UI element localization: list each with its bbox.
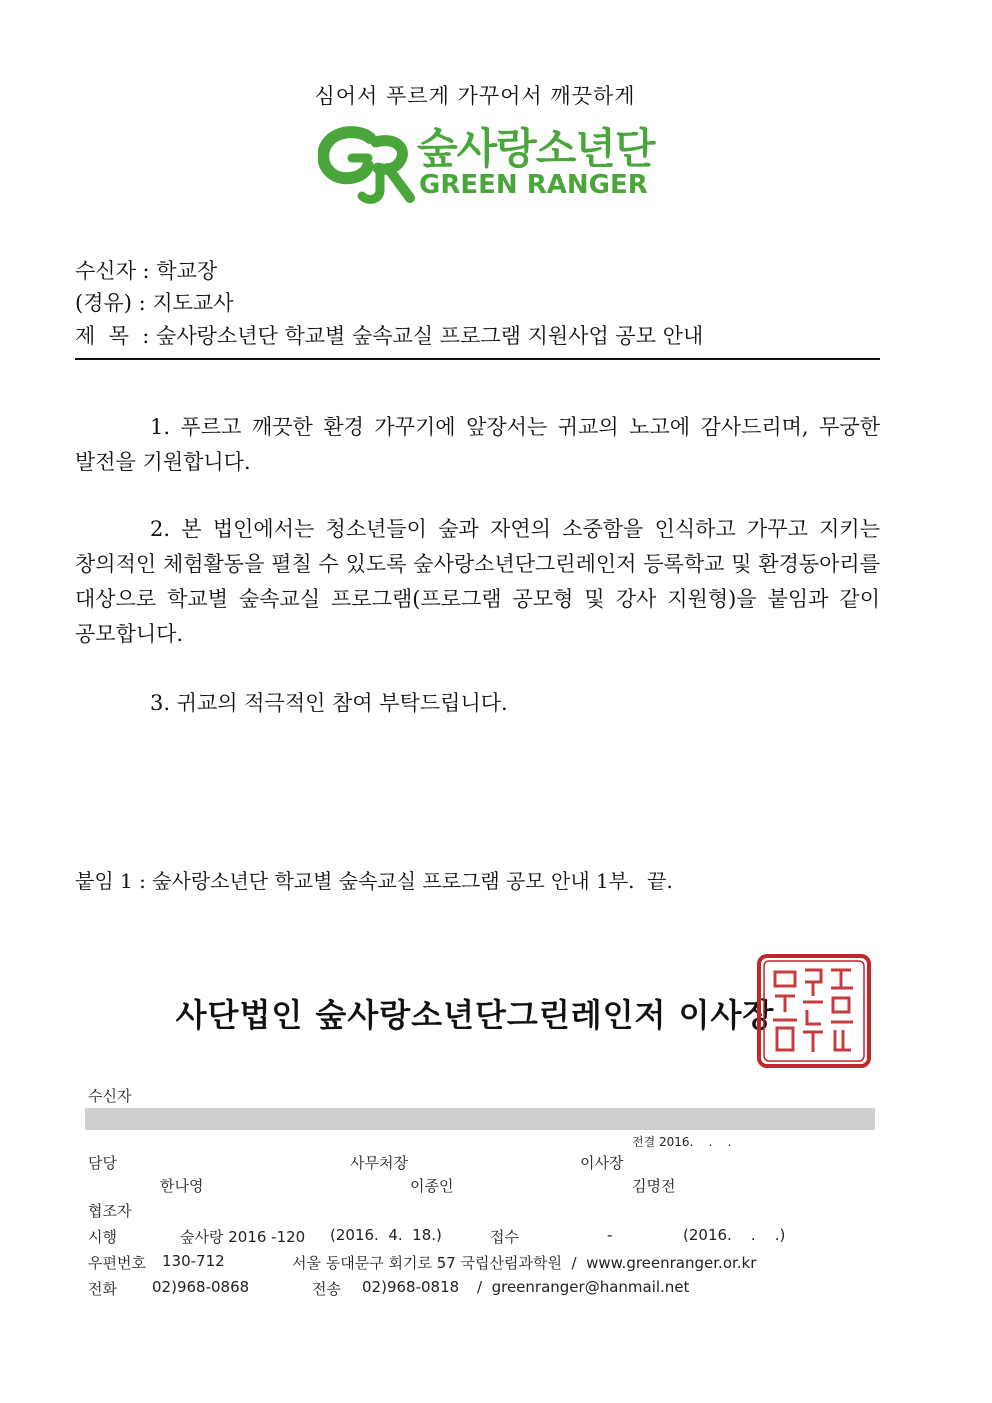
postal-label: 우편번호	[88, 1254, 146, 1272]
phone-label: 전화	[88, 1280, 117, 1298]
recipient-line: 수신자 : 학교장	[75, 259, 218, 283]
header-divider	[75, 358, 880, 360]
approval-date: 전결 2016. . .	[632, 1135, 732, 1149]
receipt-label: 접수	[490, 1228, 519, 1246]
secretary-name: 이종인	[410, 1177, 454, 1195]
footer-recipient-label: 수신자	[88, 1087, 132, 1105]
via-line: (경유) : 지도교사	[75, 291, 234, 315]
director-name: 김명전	[632, 1177, 676, 1195]
footer-grey-bar	[85, 1108, 875, 1130]
enforce-number: 숲사랑 2016 -120	[180, 1228, 306, 1246]
staff-label: 담당	[88, 1154, 117, 1172]
postal-code: 130-712	[162, 1252, 225, 1270]
receipt-number: -	[607, 1226, 613, 1244]
attachment-line: 붙임 1 : 숲사랑소년단 학교별 숲속교실 프로그램 공모 안내 1부. 끝.	[75, 869, 673, 893]
subject-text: 숲사랑소년단 학교별 숲속교실 프로그램 지원사업 공모 안내	[156, 324, 704, 348]
email: / greenranger@hanmail.net	[477, 1278, 690, 1296]
receipt-date: (2016. . .)	[683, 1226, 786, 1244]
cooperator-label: 협조자	[88, 1202, 132, 1220]
phone-number: 02)968-0868	[152, 1278, 250, 1296]
slogan: 심어서 푸르게 가꾸어서 깨끗하게	[314, 84, 636, 108]
address: 서울 동대문구 회기로 57 국립산림과학원 / www.greenranger.or.kr	[292, 1254, 757, 1272]
enforce-date: (2016. 4. 18.)	[330, 1226, 442, 1244]
logo-english: GREEN RANGER	[419, 170, 648, 200]
staff-name: 한나영	[160, 1177, 204, 1195]
paragraph-2: 2. 본 법인에서는 청소년들이 숲과 자연의 소중함을 인식하고 가꾸고 지키는 창의적인 체험활동을 펼칠 수 있도록 숲사랑소년단그린레인저 등록학교 및 환경동아리를 대상으로 학교별 숲속교실 프로그램(프로그램 공모형 및 강사 지원형)을 붙임과 같이 공모합니다.	[75, 517, 880, 646]
enforce-label: 시행	[88, 1228, 117, 1246]
gr-emblem-icon	[323, 132, 410, 199]
paragraph-3: 3. 귀교의 적극적인 참여 부탁드립니다.	[150, 691, 508, 715]
secretary-label: 사무처장	[350, 1154, 408, 1172]
fax-label: 전송	[312, 1280, 341, 1298]
logo-korean: 숲사랑소년단	[417, 124, 655, 173]
sender-title: 사단법인 숲사랑소년단그린레인저 이사장	[175, 996, 775, 1034]
official-seal-icon	[755, 952, 873, 1070]
fax-number: 02)968-0818	[362, 1278, 460, 1296]
subject-label: 제 목 :	[75, 324, 150, 348]
paragraph-1: 1. 푸르고 깨끗한 환경 가꾸기에 앞장서는 귀교의 노고에 감사드리며, 무궁한 발전을 기원합니다.	[75, 415, 880, 474]
subject-line	[75, 320, 703, 350]
director-label: 이사장	[580, 1154, 624, 1172]
